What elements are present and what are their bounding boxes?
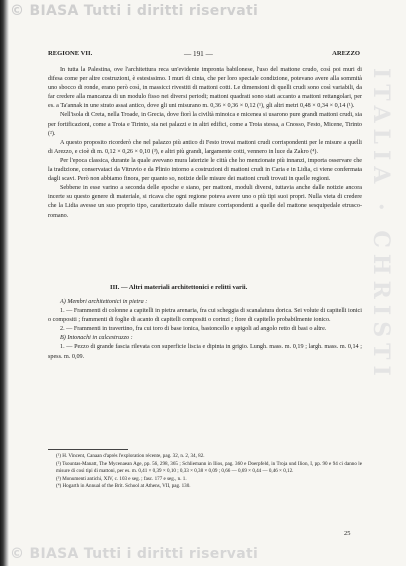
- header-city: AREZZO: [332, 50, 360, 57]
- header-region: REGIONE VII.: [48, 50, 93, 57]
- paragraph: 2. — Frammenti in travertino, fra cui toro di base ionica, bastoncello e spigoli ad angolo retto di basi o altre.: [60, 326, 327, 333]
- footnote: (¹) H. Vincent, Canaan d'après l'exploration récente, pag. 32, n. 2, 34, 82.: [56, 453, 205, 459]
- section-body: [48, 298, 362, 362]
- paragraph: Nell'isola di Creta, nella Troade, in Grecia, dove fiorì la civiltà minoica e micenea si usarono pure grandi mattoni crudi, sia per fortificazioni, come a Troia e Tirinto, sia nei palazzi e in altri edifici, come a Troia stessa, a Cnosso, Festo, Micene, Tirinto (²).: [48, 112, 362, 137]
- header-page-number: — 191 —: [184, 50, 213, 58]
- footnote: (²) Tsountas-Manatt, The Mycenaean Age, pp. 56, 298, 365 ; Schliemann in Ilios, pag. 360 e Doerpfeld, in Troja und Ilion, I, pp. 90 e 94 ci danno le misure di così tipi di mattoni, per es. m. 0,41 × 0,39 × 0,10 ; 0,33 × 0,38 × 0,09 ; 0,66 — 0,69 × 0,44 — 0,46 × 0,12.: [56, 460, 362, 475]
- paragraph: A questo proposito ricorderò che nel palazzo più antico di Festo trovai mattoni crudi corrispondenti per le misure a quelli di Arezzo, e cioè di m. 0,12 × 0,26 × 0,10 (³), e altri più grandi, largamente cotti, vennero in luce da Zakro (⁴).: [48, 139, 362, 155]
- body-text: [48, 66, 362, 221]
- subsection-heading: A) Membri architettonici in pietra :: [60, 299, 148, 305]
- footnote-divider: [48, 449, 128, 450]
- running-header: [48, 50, 360, 60]
- scan-binding-edge: [0, 0, 9, 566]
- paragraph: In tutta la Palestina, ove l'architettura reca un'evidente impronta babilonese, l'uso del mattone crudo, così poi muri di difesa come per altre costruzioni, è estesissimo. I muri di cinta, che per loro speciale condizione, potevano avere alla sommità uno sbocco di ronde, erano però così, in massicci rivestiti di mattoni cotti. Le dimensioni di quelli crudi sono così variabili, da far credere alla mancanza di un modulo fisso nei diversi periodi; mattoni quadrati sono stati accanto a mattoni rettangolari, per es. a Ta'annak in une strato assai antico, dove gli uni misurano m. 0,36 × 0,36 × 0,12 (¹), gli altri metri 0,48 × 0,34 × 0,14 (¹).: [48, 67, 362, 110]
- subsection-heading: B) Intonachi in calcestruzzo :: [60, 335, 133, 342]
- watermark-bottom: © BIASA Tutti i diritti riservati: [10, 546, 259, 562]
- paragraph: Per l'epoca classica, durante la quale avevano mura laterizie le città che ho menzionate più innanzi, importa osservare che la tradizione, conservataci da Vitruvio e da Plinio intorno a costruzioni di mattoni crudi in Caria e in Lidia, ci viene confermata dagli scavi. Però non abbiamo finora, per quanto so, notizie delle misure dei mattoni crudi trovati in quelle regioni.: [48, 157, 362, 183]
- footnote: (⁴) Hogarth in Annual of the Brit. School at Athens, VII, pag. 130.: [56, 483, 191, 490]
- page-number: 25: [344, 530, 351, 537]
- footnotes: [48, 453, 362, 491]
- watermark-top: © BIASA Tutti i diritti riservati: [10, 3, 259, 19]
- paragraph: Sebbene in esse varino a seconda delle epoche e siano, per mattoni, moduli diversi, tuttavia anche dalle notizie ancora incerte su questo genere di materiale, si ricava che ogni regione poteva avere uno o più tipi suoi propri. Nulla vieta di credere che la Lidia avesse un suo proprio tipo, caratterizzato dalle misure corrispondenti a quelle del mattone sesquipedale etrusco-romano.: [48, 185, 362, 219]
- paragraph: 1. — Pezzo di grande fascia rilevata con superficie liscia e dipinta in grigio. Lungh. mass. m. 0,19 ; largh. mass. m. 0,14 ; spess. m. 0,09.: [48, 344, 362, 360]
- section-heading: III. — Altri materiali architettonici e relitti varii.: [110, 284, 248, 291]
- watermark-side: ITALIA · CHRISTI: [368, 68, 394, 382]
- paragraph: 1. — Frammenti di colonne a capitelli in pietra arenaria, fra cui scheggia di scanalatura dorica. Sei volute di capitelli ionici o compositi ; frammenti di foglie di acanto di capitelli compositi o corinzi ; fiore di capitello probabilmente ionico.: [48, 308, 362, 324]
- footnote: (³) Monumenti antichi, XIV, c. 103 e seg. ; fasc. 177 e seg., n. 1.: [56, 475, 187, 482]
